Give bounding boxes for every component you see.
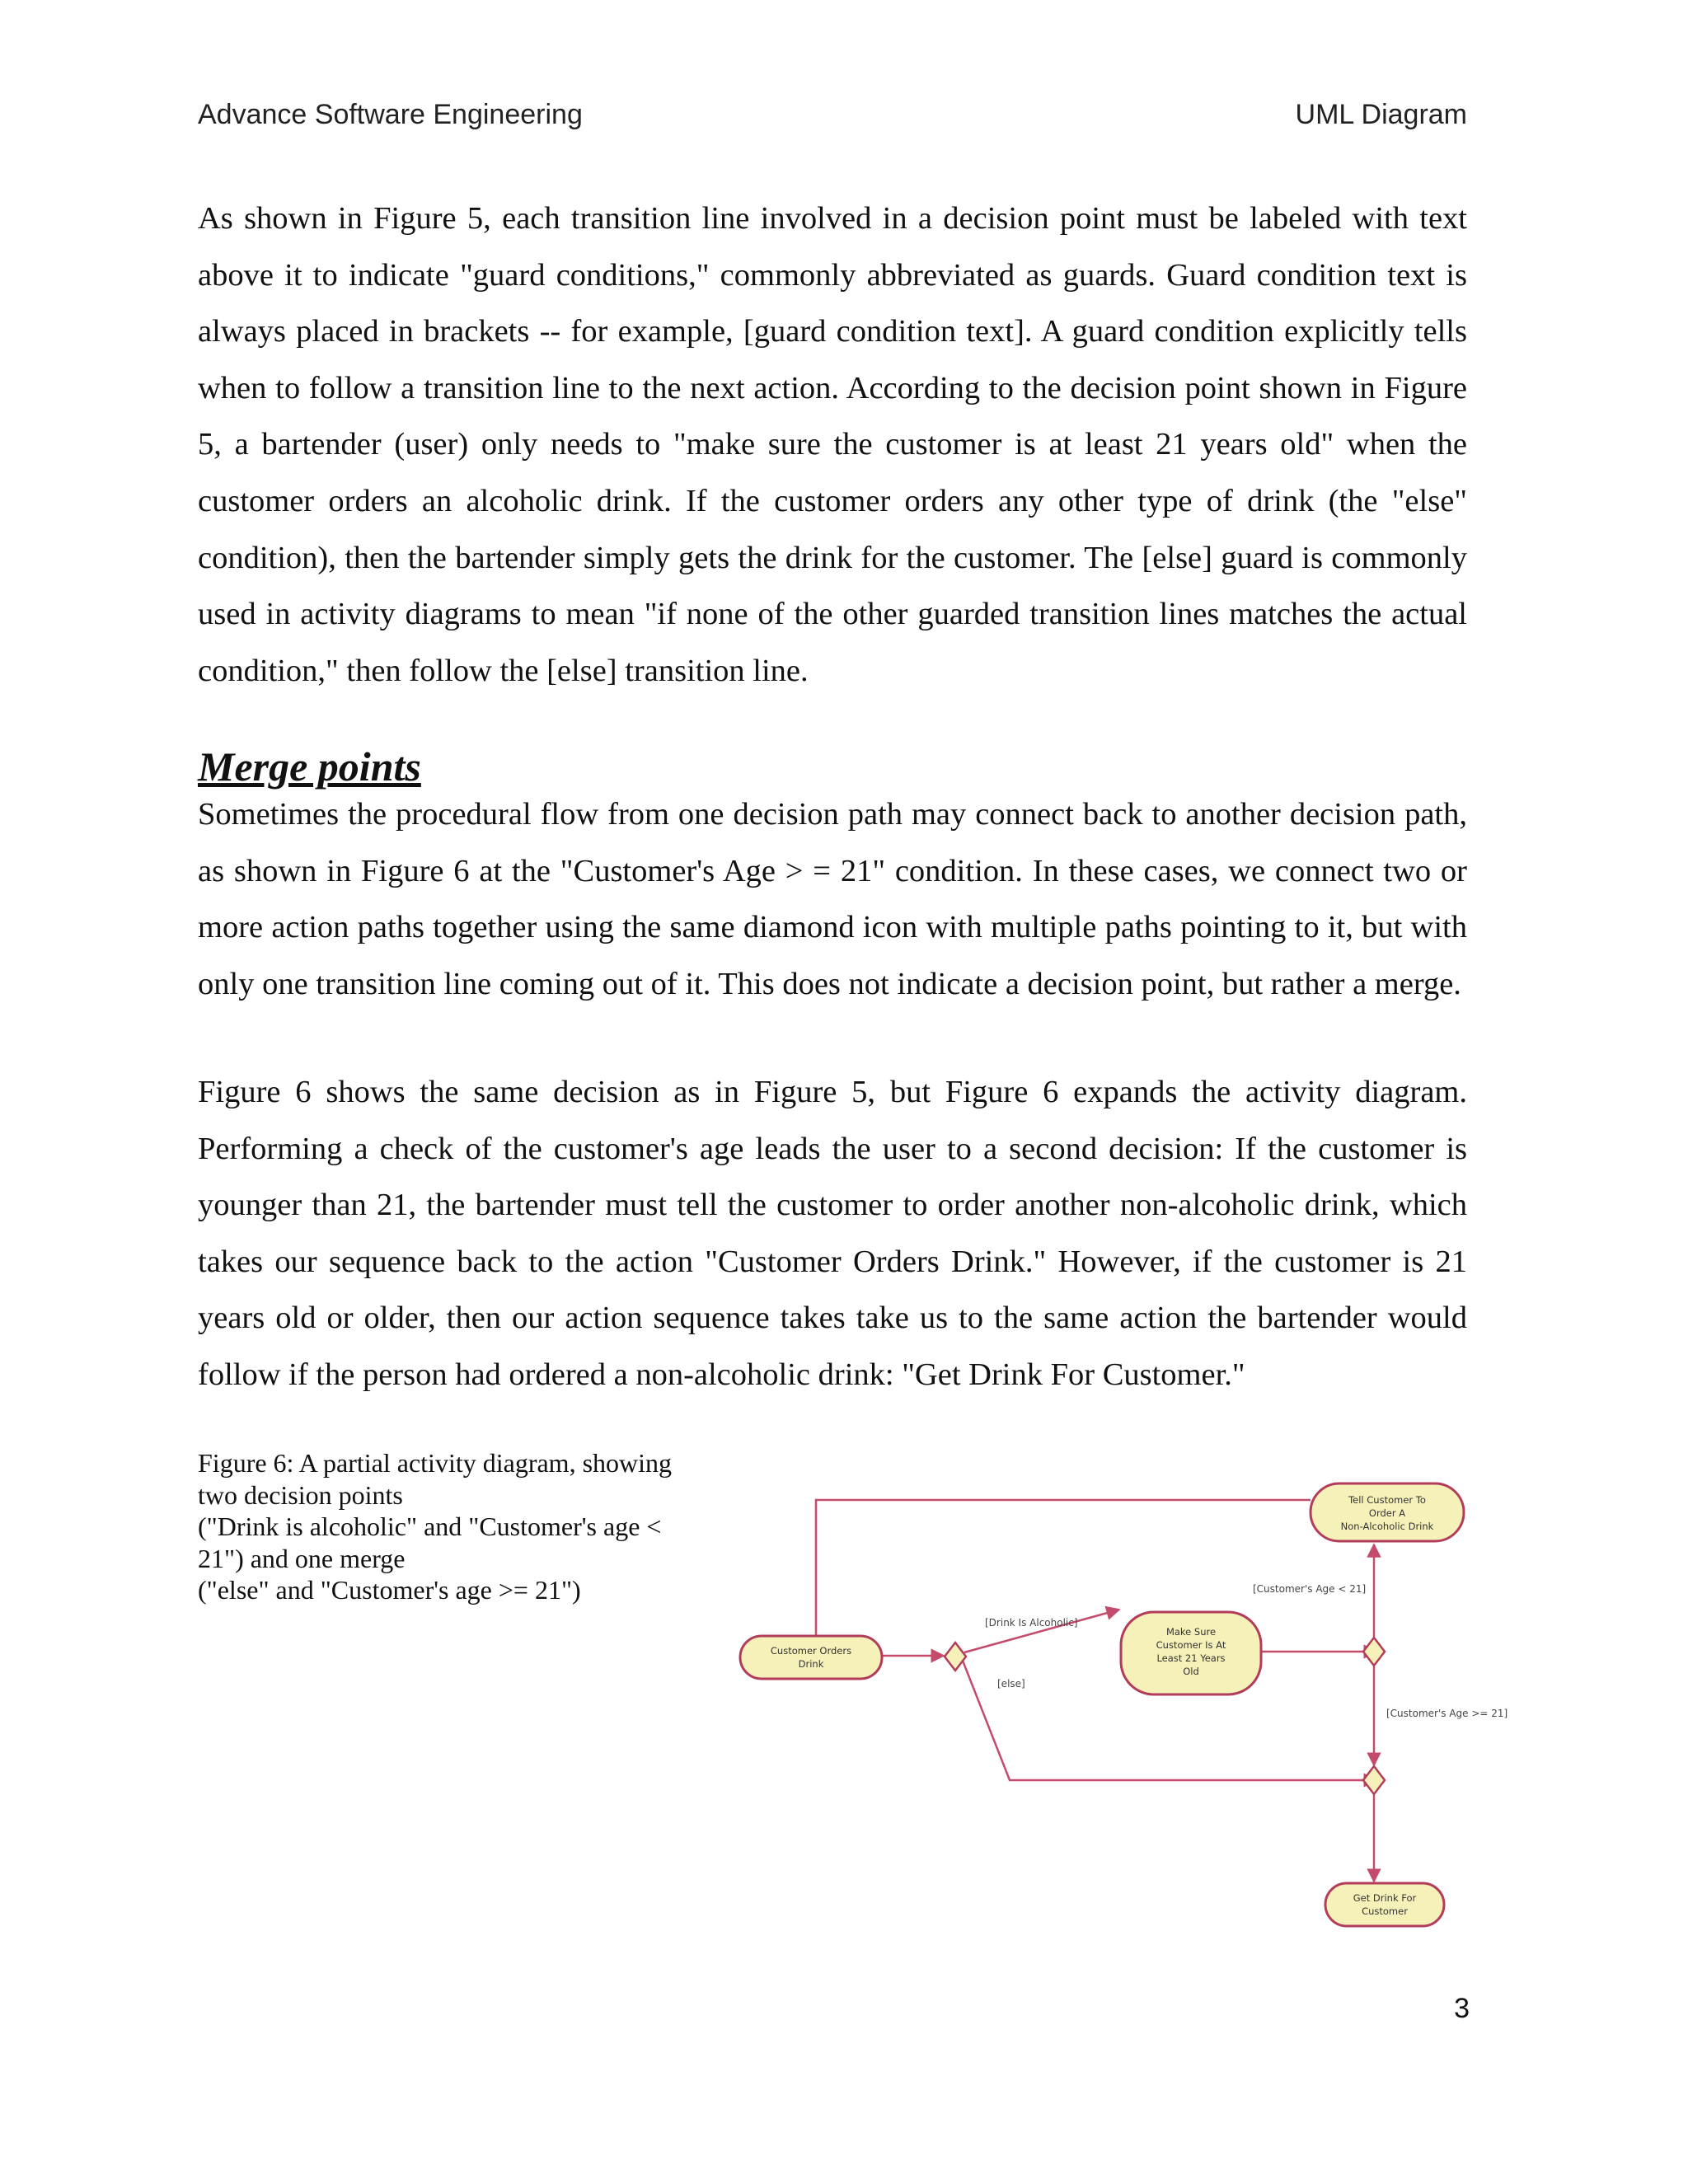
caption-line: ("Drink is alcoholic" and "Customer's age < (198, 1511, 662, 1541)
caption-line: 21") and one merge (198, 1543, 406, 1573)
caption-line: ("else" and "Customer's age >= 21") (198, 1575, 581, 1605)
activity-diagram (725, 1451, 1517, 1945)
decision-diamond-age (1363, 1638, 1385, 1666)
node-label: Customer (1362, 1905, 1408, 1917)
section-title-merge-points: Merge points (198, 743, 421, 790)
node-label: Tell Customer To (1348, 1494, 1426, 1506)
header-right: UML Diagram (1295, 99, 1467, 130)
node-label: Old (1183, 1666, 1199, 1677)
guard-label-alcoholic: [Drink Is Alcoholic] (985, 1617, 1078, 1629)
header-left: Advance Software Engineering (198, 99, 583, 130)
caption-line: two decision points (198, 1479, 403, 1510)
node-label: Least 21 Years (1156, 1652, 1226, 1664)
node-label: Drink (798, 1658, 824, 1670)
node-label: Make Sure (1165, 1626, 1217, 1638)
guard-label-else: [else] (997, 1678, 1025, 1690)
merge-diamond (1363, 1766, 1385, 1794)
edge-decision-to-makesure (964, 1610, 1119, 1652)
action-make-sure (1121, 1612, 1261, 1694)
action-get-drink (1325, 1883, 1444, 1926)
decision-diamond-alcoholic (945, 1643, 966, 1671)
guard-label-age-ge: [Customer's Age >= 21] (1386, 1708, 1508, 1719)
node-label: Get Drink For (1353, 1892, 1417, 1904)
guard-label-age-lt: [Customer's Age < 21] (1253, 1583, 1367, 1595)
node-label: Customer Orders (770, 1645, 852, 1657)
figure-caption (198, 1447, 725, 1606)
page-number: 3 (1454, 1993, 1470, 2024)
node-label: Non-Alcoholic Drink (1340, 1521, 1434, 1532)
action-tell-customer (1311, 1483, 1464, 1541)
node-label: Order A (1368, 1507, 1406, 1519)
action-customer-orders (740, 1636, 882, 1679)
node-label: Customer Is At (1156, 1639, 1226, 1651)
paragraph-guard-conditions: As shown in Figure 5, each transition line involved in a decision point must be labeled with text above it to indicate "guard conditions," commonly abbreviated as guards. Guard condition text is always placed in brackets -- for example, [guard condition text]. A guard condition explicitly tells when to follow a transition line to the next action. According to the decision point shown in Figure 5, a bartender (user) only needs to "make sure the customer is at least 21 years old" when the customer orders an alcoholic drink. If the customer orders any other type of drink (the "else" condition), then the bartender simply gets the drink for the customer. The [else] guard is commonly used in activity diagrams to mean "if none of the other guarded transition lines matches the actual condition," then follow the [else] transition line. (198, 201, 1467, 688)
paragraph-figure-6: Figure 6 shows the same decision as in Figure 5, but Figure 6 expands the activity diagram. Performing a check of the customer's age leads the user to a second decision: If the customer is younger than 21, the bartender must tell the customer to order another non-alcoholic drink, which takes our sequence back to the action "Customer Orders Drink." However, if the customer is 21 years old or older, then our action sequence takes take us to the same action the bartender would follow if the person had ordered a non-alcoholic drink: "Get Drink For Customer." (198, 1075, 1467, 1392)
paragraph-merge-intro: Sometimes the procedural flow from one decision path may connect back to another decision path, as shown in Figure 6 at the "Customer's Age > = 21" condition. In these cases, we connect two or more action paths together using the same diamond icon with multiple paths pointing to it, but with only one transition line coming out of it. This does not indicate a decision point, but rather a merge. (198, 797, 1467, 1001)
caption-line: Figure 6: A partial activity diagram, showing (198, 1448, 673, 1478)
